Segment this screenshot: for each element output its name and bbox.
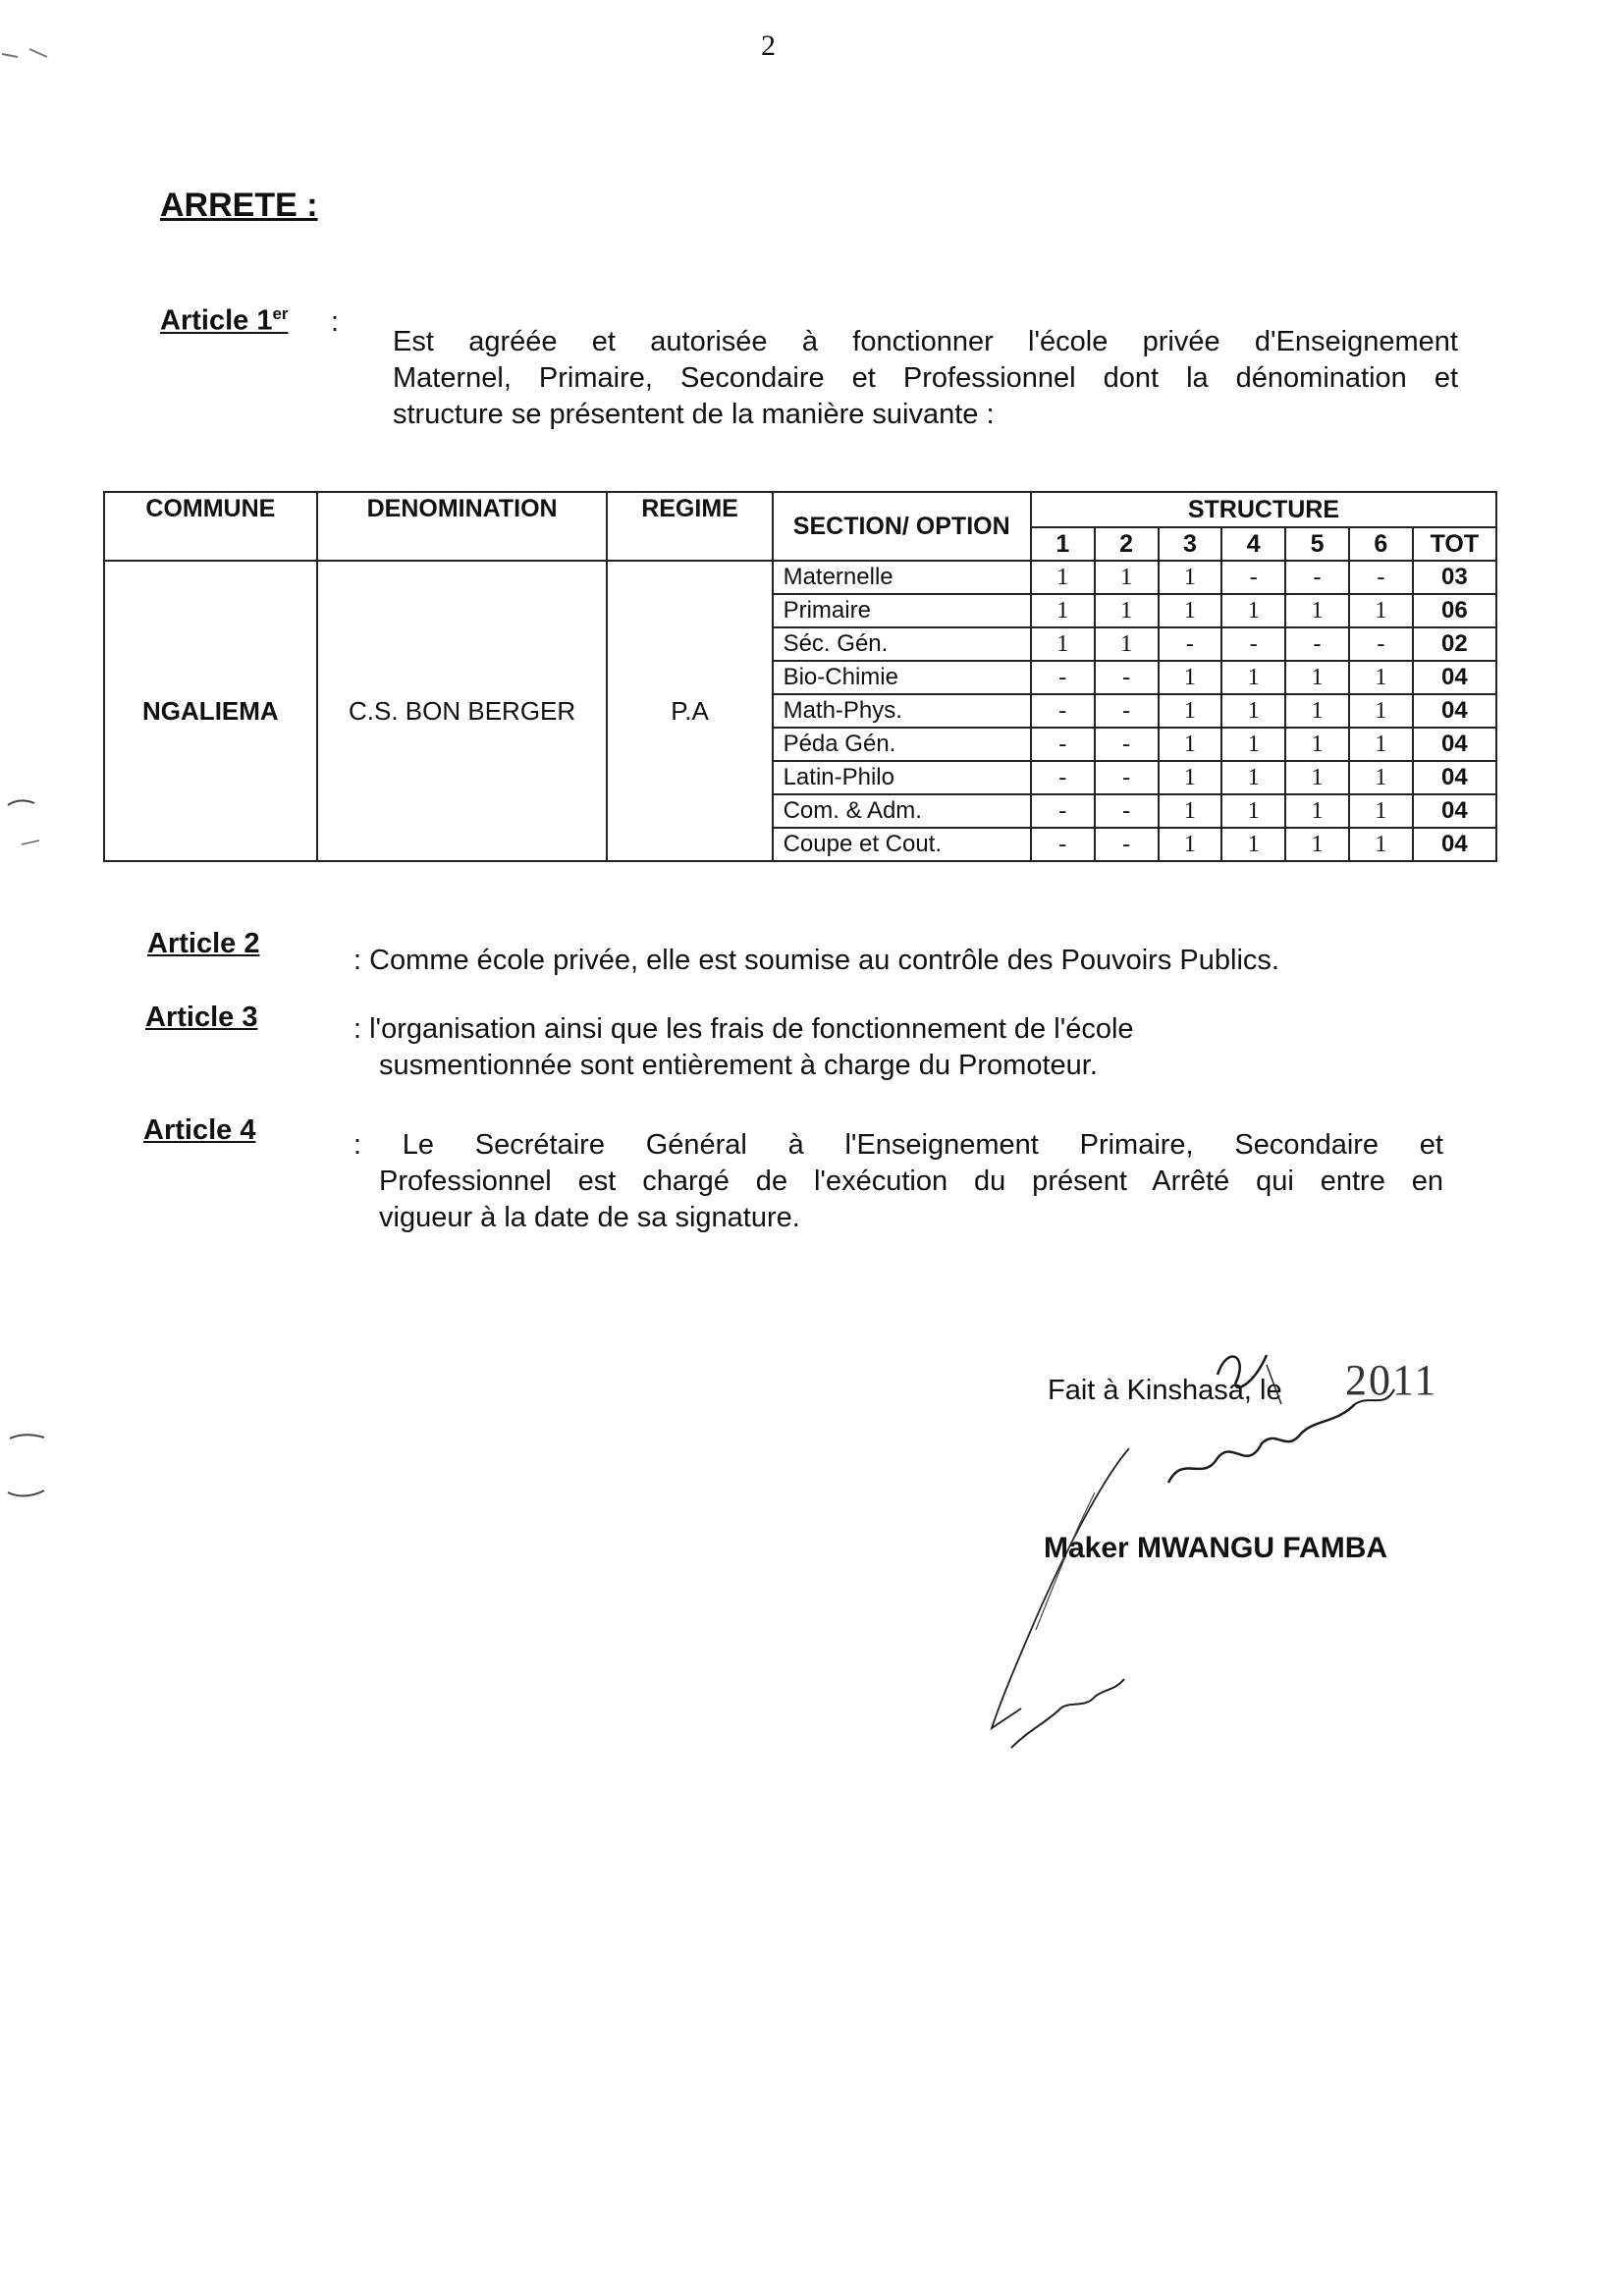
structure-value-cell: - [1221, 561, 1285, 594]
section-cell: Bio-Chimie [773, 661, 1031, 694]
article-4-line: vigueur à la date de sa signature. [379, 1202, 800, 1233]
structure-value-cell: - [1159, 627, 1222, 661]
article-1-line: Est agréée et autorisée à fonctionner l'école privée d'Enseignement [393, 326, 1458, 357]
structure-value-cell: 1 [1285, 761, 1349, 794]
structure-value-cell: 1 [1159, 694, 1222, 728]
header-year: 2 [1095, 527, 1159, 561]
total-cell: 04 [1413, 694, 1496, 728]
section-cell: Séc. Gén. [773, 627, 1031, 661]
structure-value-cell: - [1285, 627, 1349, 661]
structure-value-cell: 1 [1349, 761, 1413, 794]
header-year: 4 [1221, 527, 1285, 561]
header-regime: REGIME [607, 492, 772, 561]
article-2-label: Article 2 [147, 928, 260, 959]
section-cell: Coupe et Cout. [773, 828, 1031, 861]
structure-value-cell: 1 [1349, 594, 1413, 627]
article-1-colon: : [331, 306, 340, 338]
decree-title: ARRETE : [160, 187, 318, 224]
structure-value-cell: 1 [1159, 794, 1222, 828]
structure-value-cell: 1 [1221, 828, 1285, 861]
structure-value-cell: - [1349, 561, 1413, 594]
table-row [104, 561, 1496, 594]
structure-value-cell: 1 [1095, 594, 1159, 627]
section-cell: Péda Gén. [773, 728, 1031, 761]
structure-value-cell: 1 [1159, 761, 1222, 794]
structure-value-cell: - [1095, 728, 1159, 761]
article-3-line: : l'organisation ainsi que les frais de fonctionnement de l'école [353, 1013, 1134, 1045]
structure-value-cell: - [1031, 828, 1095, 861]
structure-value-cell: - [1031, 761, 1095, 794]
structure-value-cell: 1 [1285, 694, 1349, 728]
article-4-line: : Le Secrétaire Général à l'Enseignement Primaire, Secondaire et [353, 1129, 1443, 1161]
school-structure-table [103, 491, 1497, 862]
total-cell: 04 [1413, 661, 1496, 694]
header-year: 6 [1349, 527, 1413, 561]
structure-value-cell: - [1349, 627, 1413, 661]
structure-value-cell: 1 [1031, 594, 1095, 627]
section-cell: Math-Phys. [773, 694, 1031, 728]
section-cell: Primaire [773, 594, 1031, 627]
structure-value-cell: 1 [1031, 561, 1095, 594]
structure-value-cell: - [1285, 561, 1349, 594]
article-3-text [353, 1011, 1463, 1084]
structure-value-cell: - [1095, 761, 1159, 794]
article-3-label: Article 3 [145, 1002, 258, 1033]
structure-value-cell: - [1031, 661, 1095, 694]
structure-value-cell: 1 [1349, 828, 1413, 861]
structure-value-cell: 1 [1221, 694, 1285, 728]
structure-value-cell: 1 [1159, 594, 1222, 627]
total-cell: 04 [1413, 728, 1496, 761]
structure-value-cell: 1 [1349, 728, 1413, 761]
commune-cell: NGALIEMA [104, 561, 317, 861]
article-1-text [393, 324, 1458, 433]
structure-value-cell: 1 [1349, 694, 1413, 728]
section-cell: Maternelle [773, 561, 1031, 594]
structure-value-cell: 1 [1285, 828, 1349, 861]
header-year: 5 [1285, 527, 1349, 561]
table-body [104, 561, 1496, 861]
structure-value-cell: 1 [1285, 794, 1349, 828]
structure-value-cell: 1 [1221, 661, 1285, 694]
total-cell: 04 [1413, 794, 1496, 828]
structure-value-cell: 1 [1031, 627, 1095, 661]
article-3-line: susmentionnée sont entièrement à charge du Promoteur. [379, 1050, 1098, 1081]
table-header-row [104, 492, 1496, 527]
article-1-label-text: Article 1 [160, 304, 273, 337]
page-number: 2 [761, 29, 776, 62]
structure-value-cell: 1 [1349, 794, 1413, 828]
article-1-superscript: er [272, 304, 289, 323]
section-cell: Com. & Adm. [773, 794, 1031, 828]
structure-value-cell: - [1095, 794, 1159, 828]
structure-value-cell: 1 [1159, 828, 1222, 861]
structure-value-cell: 1 [1221, 594, 1285, 627]
structure-value-cell: 1 [1285, 661, 1349, 694]
regime-cell: P.A [607, 561, 772, 861]
structure-value-cell: - [1031, 728, 1095, 761]
total-cell: 04 [1413, 828, 1496, 861]
header-year: 1 [1031, 527, 1095, 561]
header-structure: STRUCTURE [1031, 492, 1496, 527]
structure-value-cell: 1 [1095, 627, 1159, 661]
structure-value-cell: - [1095, 828, 1159, 861]
structure-value-cell: 1 [1285, 594, 1349, 627]
structure-value-cell: 1 [1095, 561, 1159, 594]
structure-value-cell: 1 [1221, 794, 1285, 828]
structure-value-cell: - [1031, 694, 1095, 728]
header-total: TOT [1413, 527, 1496, 561]
article-4-label: Article 4 [143, 1114, 256, 1146]
article-2-line: : Comme école privée, elle est soumise au contrôle des Pouvoirs Publics. [353, 945, 1279, 976]
structure-value-cell: - [1095, 694, 1159, 728]
header-denomination: DENOMINATION [317, 492, 608, 561]
structure-value-cell: 1 [1159, 561, 1222, 594]
scan-artifacts [0, 0, 118, 2278]
article-4-line: Professionnel est chargé de l'exécution du présent Arrêté qui entre en [379, 1166, 1443, 1197]
structure-value-cell: - [1031, 794, 1095, 828]
total-cell: 04 [1413, 761, 1496, 794]
signatory-name: Maker MWANGU FAMBA [1044, 1532, 1388, 1564]
section-cell: Latin-Philo [773, 761, 1031, 794]
structure-value-cell: 1 [1221, 728, 1285, 761]
header-year: 3 [1159, 527, 1222, 561]
date-stamp: 2011 [1345, 1356, 1438, 1404]
total-cell: 06 [1413, 594, 1496, 627]
total-cell: 03 [1413, 561, 1496, 594]
place-and-date: Fait à Kinshasa, le [1048, 1375, 1282, 1406]
structure-value-cell: 1 [1159, 661, 1222, 694]
denomination-cell: C.S. BON BERGER [317, 561, 608, 861]
structure-value-cell: 1 [1221, 761, 1285, 794]
structure-value-cell: - [1095, 661, 1159, 694]
header-commune: COMMUNE [104, 492, 317, 561]
header-section-option: SECTION/ OPTION [773, 492, 1031, 561]
article-1-label [160, 304, 289, 338]
article-4-text [353, 1127, 1443, 1236]
structure-value-cell: 1 [1349, 661, 1413, 694]
structure-value-cell: - [1221, 627, 1285, 661]
article-1-line: Maternel, Primaire, Secondaire et Professionnel dont la dénomination et [393, 362, 1458, 394]
structure-value-cell: 1 [1285, 728, 1349, 761]
article-2-text [353, 943, 1463, 979]
article-1-line: structure se présentent de la manière suivante : [393, 399, 995, 430]
structure-value-cell: 1 [1159, 728, 1222, 761]
total-cell: 02 [1413, 627, 1496, 661]
